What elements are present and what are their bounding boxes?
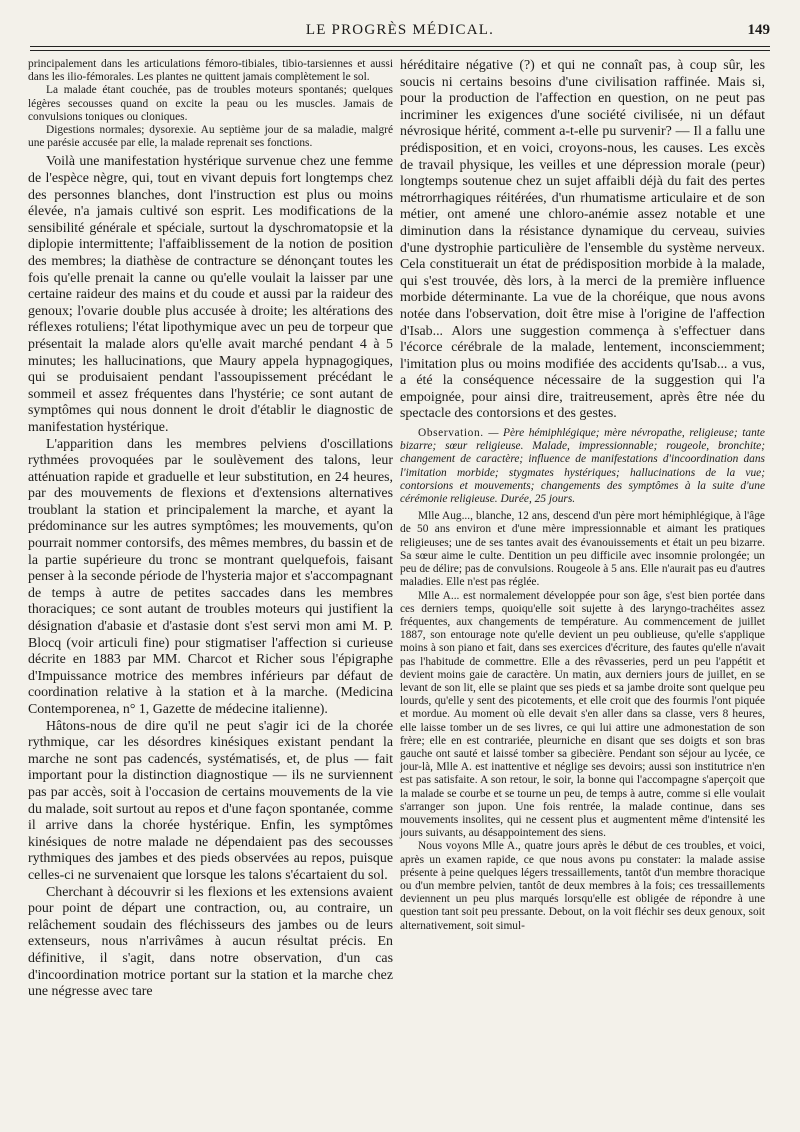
right-column bbox=[400, 58, 765, 933]
observation-paragraph: Mlle A... est normalement développée pour son âge, s'est bien portée dans ces derniers temps, quoiqu'elle soit sujette à des laryngo-trachéites assez fréquentes, aux changements de température. Au commencement de juillet 1887, son entourage note qu'elle devient un peu oublieuse, qu'elle s'applique moins à son piano et fait, dans ses exercices d'écriture, des fautes qu'elle n'avait pas l'habitude de commettre. Elle a des rêvasseries, perd un peu l'appétit et devient moins gaie de caractère. Un matin, aux derniers jours de juillet, en se levant de son lit, elle se plaint que ses pieds et sa jambe droite sont quelque peu lourds, qu'elle y sent des picotements, et elle croit que des fourmis l'ont piquée et mordue. Au moment où elle devait s'en aller dans sa classe, vers 8 heures, elle laisse tomber un de ses livres, ce qui lui attire une admonestation de son frère; elle en est contrariée, pleurniche en disant que ses doigts et son bras gauche ont sauté et laissé tomber sa gibecière. Pendant son séjour au lycée, ce jour-là, Mlle A. est inattentive et néglige ses devoirs; aussi son institutrice n'en est pas satisfaite. A son retour, le soir, la bonne qui l'accompagne s'aperçoit que la malade se courbe et se tourne un peu, de temps à autre, comme si elle voulait s'arranger son jupon. Une fois rentrée, la malade continue, dans ses mouvements insolites, qui ne cessent plus et augmentent même d'intensité les jours suivants, au désappointement des siens. bbox=[400, 589, 765, 840]
observation-paragraph: Nous voyons Mlle A., quatre jours après le début de ces troubles, et voici, après un examen rapide, ce que nous avons pu constater: la malade assise présente à peine quelques légers tressaillements, tantôt d'un membre thoracique ou d'un membre pelvien, tantôt de deux membres à la fois; ces tressaillements deviennent un peu plus marqués lorsqu'elle est obligée de répondre à une question tant soit peu pressante. Debout, on la voit fléchir ses deux genoux, soit alternativement, soit simul- bbox=[400, 840, 765, 932]
observation-tail-paragraph: La malade étant couchée, pas de troubles moteurs spontanés; quelques légères secousses quand on excite la peau ou les muscles. Jamais de convulsions toniques ou cloniques. bbox=[28, 84, 393, 123]
observation-tail-paragraph: Digestions normales; dysorexie. Au septième jour de sa maladie, malgré une parésie accusée par elle, la malade reprenait ses fonctions. bbox=[28, 124, 393, 150]
left-column bbox=[28, 58, 393, 1001]
body-paragraph: Hâtons-nous de dire qu'il ne peut s'agir ici de la chorée rythmique, car les désordres kinésiques existant pendant la marche ne sont pas cadencés, systématisés, et, de plus — fait important pour la distinction diagnostique — ils ne surviennent pas par accès, soit à l'occasion de certains mouvements de la vie du malade, soit surtout au repos et d'une façon spontanée, comme il arrive dans la chorée hystérique. Enfin, les symptômes kinésiques de notre malade ne dépendaient pas des secousses rythmiques des jambes et des pieds observées au repos, puisque celles-ci ne survenaient que lorsque les talons s'écartaient du sol. bbox=[28, 718, 393, 883]
running-title: LE PROGRÈS MÉDICAL. bbox=[305, 22, 495, 38]
header-rule bbox=[30, 46, 770, 47]
header-rule-thin bbox=[30, 50, 770, 51]
observation-paragraph: Mlle Aug..., blanche, 12 ans, descend d'un père mort hémiphlégique, à l'âge de 50 ans environ et d'une mère impressionnable et aimant les pratiques religieuses; une de ses tantes avait des évanouissements et était un peu bizarre. Sa sœur aime le culte. Dentition un peu difficile avec insomnie prolongée; un peu de délire; pas de convulsions. Rougeole à 5 ans. Elle n'aurait pas eu d'autres maladies. Elle n'est pas réglée. bbox=[400, 510, 765, 589]
body-paragraph: héréditaire négative (?) et qui ne connaît pas, à coup sûr, les soucis ni certains besoins d'une civilisation raffinée. Mais si, pour la production de l'affection en question, on ne peut pas incriminer les exigences d'une société civilisée, ni un défaut névrosique hérité, comment a-t-elle pu survenir? — Il a fallu une prédisposition, et en voici, croyons-nous, les causes. Les excès de travail physique, les veilles et une dépression morale (peur) longtemps soutenue chez un sujet affaibli déjà du fait des pertes métrorrhagiques réitérées, d'un rhumatisme articulaire et de son métier, ont amené une chloro-anémie assez notable et une diminution dans la résistance dynamique du cerveau, suivies d'une dystrophie particulière de l'ensemble du système nerveux. Cela constituerait un état de prédisposition morbide à la malade, qui s'est trouvée, dès lors, à la merci de la première influence morbide déterminante. La vue de la choréique, que nous avons notée dans l'observation, doit être mise à l'origine de l'affection d'Isab... Alors une suggestion commença à s'effectuer dans l'écorce cérébrale de la malade, lentement, inconsciemment; l'imitation plus ou moins modifiée des accidents qu'Isab... a vus, a été la conséquence nécessaire de la suggestion qui l'a empoignée, pour ainsi dire, traitreusement, après être née du spectacle des contorsions et des gestes. bbox=[400, 58, 765, 422]
observation-tail-paragraph: principalement dans les articulations fémoro-tibiales, tibio-tarsiennes et aussi dans les ilio-fémorales. Les plantes ne quittent jamais complètement le sol. bbox=[28, 58, 393, 84]
page-number: 149 bbox=[747, 22, 770, 38]
observation-label: Observation. bbox=[418, 427, 484, 440]
observation-summary bbox=[400, 427, 765, 506]
page-header bbox=[30, 22, 770, 46]
body-paragraph: Cherchant à découvrir si les flexions et les extensions avaient pour point de départ une contraction, ou, au contraire, un relâchement soudain des fléchisseurs des jambes ou de leurs extenseurs, nous n'arrivâmes à aucun résultat précis. En définitive, il s'agit, dans notre observation, d'un cas d'incoordination motrice portant sur la station et la marche chez une négresse avec tare bbox=[28, 884, 393, 1000]
body-paragraph: L'apparition dans les membres pelviens d'oscillations rythmées provoquées par le soulèvement des talons, leur atténuation rapide et graduelle et leur substitution, en 24 heures, par des mouvements de flexions et d'extensions alternatives troublant la station et principalement la marche, et ayant la prédominance sur les autres symptômes; les mouvements, qu'on pourrait nommer contorsifs, des mêmes membres, du bassin et de la partie supérieure du tronc se montrant quelquefois, faisant penser à la seconde période de l'hysteria major et s'accompagnant de temps à autre de petites saccades dans les membres thoraciques; ce sont autant de troubles moteurs qui justifient la désignation d'abasie et d'astasie dont s'est servi mon ami M. P. Blocq (voir articuli fine) pour stigmatiser l'affection si curieuse décrite en 1883 par MM. Charcot et Richer sous l'épigraphe d'Impuissance motrice des membres inférieurs par défaut de coordination relative à la station et à la marche. (Medicina Contemporenea, n° 1, Gazette de médecine italienne). bbox=[28, 436, 393, 718]
body-paragraph: Voilà une manifestation hystérique survenue chez une femme de l'espèce nègre, qui, tout en vivant depuis fort longtemps chez des personnes blanches, dont l'instruction est plus ou moins élevée, n'a jamais cultivé son esprit. Les modifications de la sensibilité générale et spéciale, surtout la dyschromatopsie et la diplopie intermittente; l'affaiblissement de la notion de position des membres; la diathèse de contracture se dénonçant toutes les fois qu'elle prenait la canne ou qu'elle voulait la laisser par une certaine raideur des mains et du coude et aussi par la raideur des genoux; l'ovarie double plus accusée à droite; les altérations des réflexes rotuliens; l'état lipothymique avec un peu de torpeur que présentait la malade alors qu'elle avait marché pendant 4 à 5 minutes; les hallucinations, que Maury appela hypnagogiques, qui se produisaient pendant l'assoupissement précédant le sommeil et assez fréquentes dans l'hystérie; ce sont autant de symptômes qui nous donnent le droit d'établir le diagnostic de manifestation hystérique. bbox=[28, 154, 393, 435]
observation-summary-text: — Père hémiphlégique; mère névropathe, religieuse; tante bizarre; sœur religieuse. Malade, impressionnable; rougeole, bronchite; changement de caractère; influence de manifestations d'incoordination dans l'imitation morbide; stygmates hystériques; hallucinations de la vue; contorsions et mouvements; changements des symptômes à la suite d'une cérémonie religieuse. Durée, 25 jours. bbox=[400, 427, 765, 506]
